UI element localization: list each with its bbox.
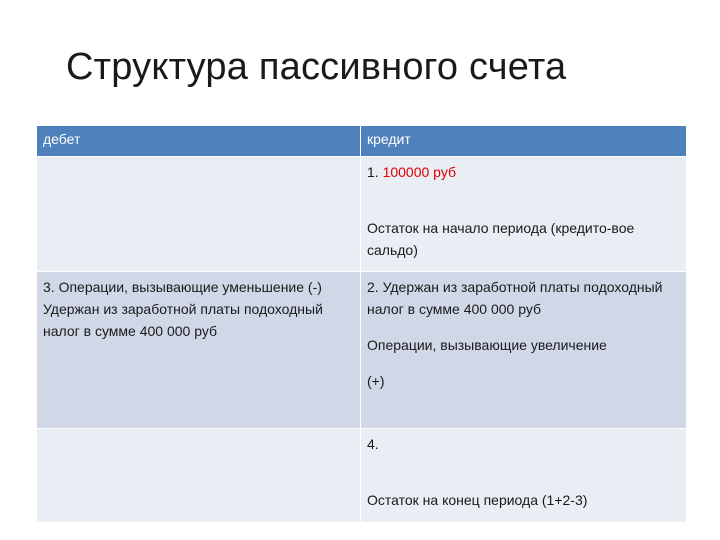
table-row (37, 157, 687, 272)
row3-debit-cell (37, 429, 361, 523)
row3-credit-number: 4. (367, 436, 379, 452)
opening-balance-label: Остаток на начало периода (кредито-вое сальдо) (367, 220, 635, 258)
increase-sign: (+) (367, 373, 385, 389)
row1-debit-cell (37, 157, 361, 272)
table-row (37, 429, 687, 523)
increase-operations-label: Операции, вызывающие увеличение (367, 337, 607, 353)
account-structure-table (36, 125, 687, 523)
decrease-operations-label: 3. Операции, вызывающие уменьшение (-) (43, 279, 322, 295)
table-row (37, 272, 687, 429)
closing-balance-label: Остаток на конец периода (1+2-3) (367, 492, 588, 508)
opening-balance-amount: 100000 руб (382, 164, 456, 180)
slide-title: Структура пассивного счета (66, 46, 567, 88)
table-header-row (37, 126, 687, 157)
debit-entry-text: Удержан из заработной платы подоходный налог в сумме 400 000 руб (43, 301, 323, 339)
row1-credit-number: 1. (367, 164, 379, 180)
header-credit: кредит (361, 126, 687, 157)
header-debit: дебет (37, 126, 361, 157)
row3-credit-cell (361, 429, 687, 523)
row2-debit-cell (37, 272, 361, 429)
row2-credit-cell (361, 272, 687, 429)
credit-entry-text: 2. Удержан из заработной платы подоходный налог в сумме 400 000 руб (367, 279, 663, 317)
row1-credit-cell (361, 157, 687, 272)
